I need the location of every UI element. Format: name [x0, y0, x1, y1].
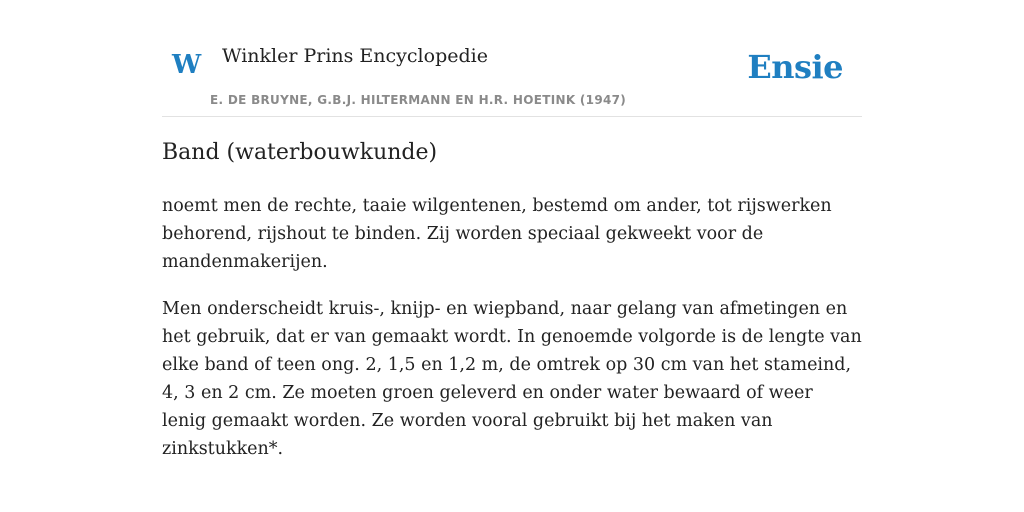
- ensie-logo-link[interactable]: Ensie: [747, 48, 843, 86]
- source-header: [162, 0, 862, 117]
- winkler-prins-logo-icon[interactable]: W: [172, 50, 202, 80]
- entry-paragraph-2: Men onderscheidt kruis-, knijp- en wiepband, naar gelang van afmetingen en het gebruik, dat er van gemaakt wordt. In genoemde volgorde is de lengte van elke band of teen ong. 2, 1,5 en 1,2 m, de omtrek op 30 cm van het stameind, 4, 3 en 2 cm. Ze moeten groen geleverd en onder water bewaard of weer lenig gemaakt worden. Ze worden vooral gebruikt bij het maken van zinkstukken*.: [162, 299, 862, 459]
- entry-paragraph-1: noemt men de rechte, taaie wilgentenen, bestemd om ander, tot rijswerken behorend, rijshout te binden. Zij worden speciaal gekweekt voor de mandenmakerijen.: [162, 196, 832, 272]
- entry-body: [162, 192, 862, 482]
- content-container: [162, 0, 862, 459]
- source-authors: E. DE BRUYNE, G.B.J. HILTERMANN EN H.R. HOETINK (1947): [210, 93, 627, 107]
- entry-title: Band (waterbouwkunde): [162, 140, 438, 165]
- source-title[interactable]: Winkler Prins Encyclopedie: [222, 45, 488, 67]
